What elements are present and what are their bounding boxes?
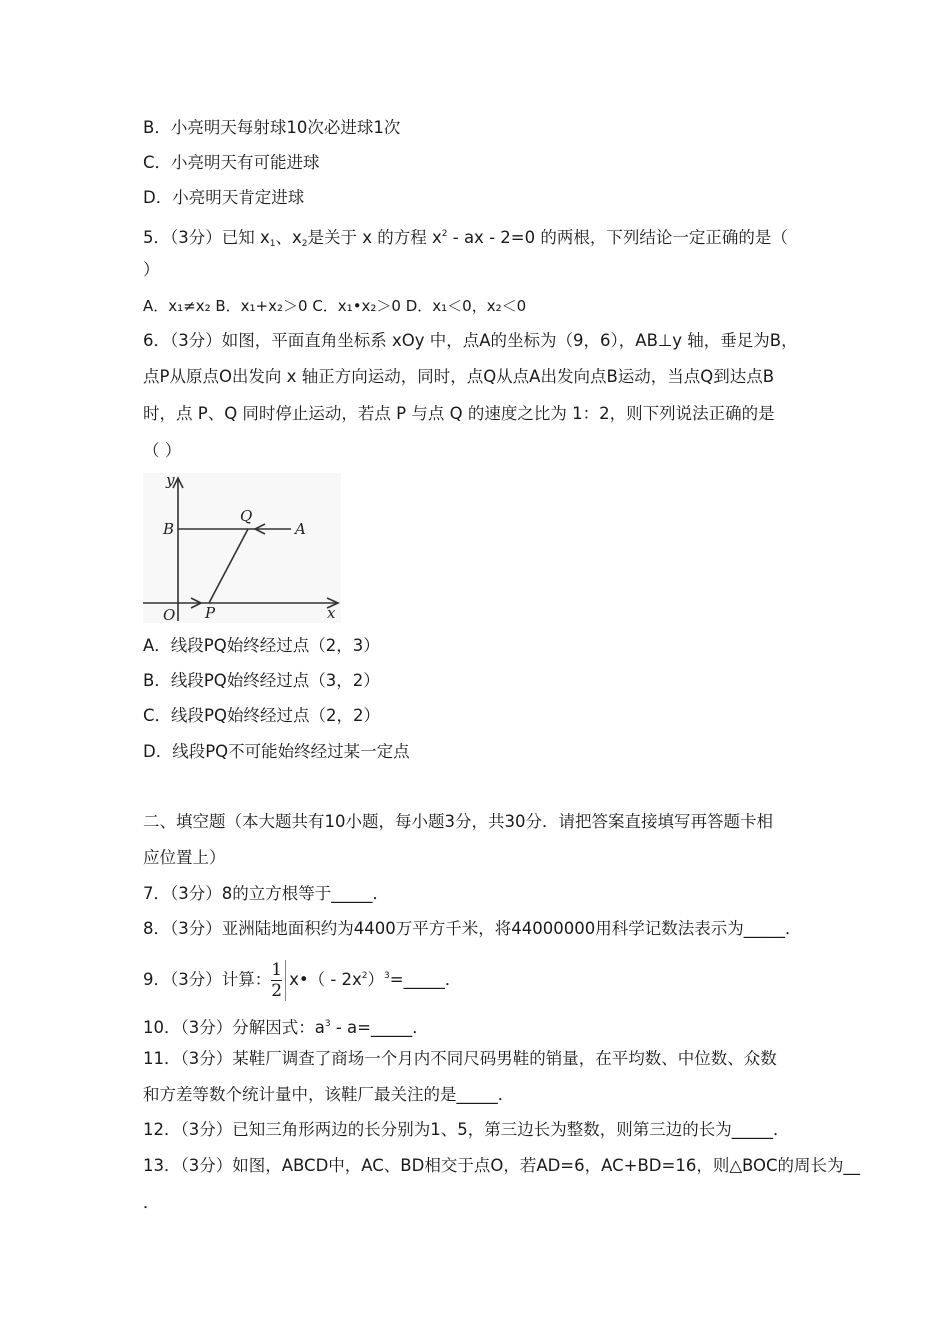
q9	[143, 956, 461, 1001]
q6-option-a: A．线段PQ始终经过点（2，3）	[143, 636, 380, 655]
q9-body-c: =_____．	[389, 970, 462, 989]
q5-options: A．x₁≠x₂ B．x₁+x₂＞0 C．x₁•x₂＞0 D．x₁＜0，x₂＜0	[143, 297, 527, 315]
q5-stem-a: 5．（3分）已知 x	[143, 228, 270, 247]
q6-line-4: （ ）	[143, 441, 182, 460]
coordinate-diagram	[143, 473, 341, 623]
label-b: B	[163, 520, 175, 538]
q8: 8．（3分）亚洲陆地面积约为4400万平方千米，将44000000用科学记数法表示为_____．	[143, 919, 802, 938]
q6-option-c: C．线段PQ始终经过点（2，2）	[143, 706, 380, 725]
q4-option-d: D．小亮明天肯定进球	[143, 188, 305, 207]
q6-option-d: D．线段PQ不可能始终经过某一定点	[143, 742, 410, 761]
q10-prefix: 10．（3分）分解因式：a	[143, 1018, 325, 1037]
q4-option-b: B．小亮明天每射球10次必进球1次	[143, 118, 401, 137]
q9-denominator: 2	[271, 981, 283, 1001]
q12: 12．（3分）已知三角形两边的长分别为1、5，第三边长为整数，则第三边的长为_____．	[143, 1120, 790, 1139]
q9-fraction	[271, 960, 286, 1001]
label-q: Q	[240, 507, 253, 525]
q9-sup-3: 3	[384, 971, 390, 981]
q11-line-2: 和方差等数个统计量中，该鞋厂最关注的是_____．	[143, 1085, 515, 1104]
q5-stem-b: 、x	[275, 228, 302, 247]
q7: 7．（3分）8的立方根等于_____．	[143, 884, 389, 903]
q5-stem-d: - ax - 2=0 的两根，下列结论一定正确的是（	[447, 228, 788, 247]
q5-sub-1: 1	[269, 239, 276, 249]
q13-line-1: 13．（3分）如图，ABCD中，AC、BD相交于点O，若AD=6，AC+BD=16，则△BOC的周长为__	[143, 1156, 861, 1175]
segment-pq	[209, 529, 248, 603]
q9-sup-2: 2	[361, 971, 368, 981]
label-a: A	[295, 520, 306, 538]
label-o: O	[163, 606, 176, 623]
section-2-heading-cont: 应位置上）	[143, 848, 226, 867]
q6-option-b: B．线段PQ始终经过点（3，2）	[143, 671, 380, 690]
q9-numerator: 1	[271, 960, 283, 980]
label-p: P	[205, 604, 216, 622]
label-y: y	[166, 473, 175, 489]
q4-option-c: C．小亮明天有可能进球	[143, 153, 320, 172]
q10-sup-3: 3	[324, 1019, 331, 1029]
q5-sub-2: 2	[301, 239, 308, 249]
q6-line-1: 6．（3分）如图，平面直角坐标系 xOy 中，点A的坐标为（9，6），AB⊥y 轴，垂足为B，	[143, 331, 798, 350]
q9-prefix: 9．（3分）计算：	[143, 970, 272, 989]
q6-figure	[143, 473, 341, 623]
q6-line-2: 点P从原点O出发向 x 轴正方向运动，同时，点Q从点A出发向点B运动，当点Q到达点B	[143, 367, 775, 386]
q10	[143, 1014, 429, 1038]
q5-close: ）	[143, 260, 160, 279]
q13-line-2: ．	[143, 1193, 160, 1212]
q10-suffix: - a=_____．	[330, 1018, 429, 1037]
section-2-heading: 二、填空题（本大题共有10小题，每小题3分，共30分．请把答案直接填写再答题卡相	[143, 812, 773, 831]
q9-body-b: ）	[367, 970, 385, 989]
q9-body-a: x•（ - 2x	[289, 970, 362, 989]
label-x: x	[327, 604, 336, 622]
q6-line-3: 时，点 P、Q 同时停止运动，若点 P 与点 Q 的速度之比为 1：2，则下列说法正确的是	[143, 404, 775, 423]
q5-stem	[143, 224, 788, 254]
q5-stem-c: 是关于 x 的方程 x	[307, 228, 442, 247]
q11-line-1: 11．（3分）某鞋厂调查了商场一个月内不同尺码男鞋的销量，在平均数、中位数、众数	[143, 1049, 777, 1068]
q5-sup-2: 2	[441, 229, 448, 239]
